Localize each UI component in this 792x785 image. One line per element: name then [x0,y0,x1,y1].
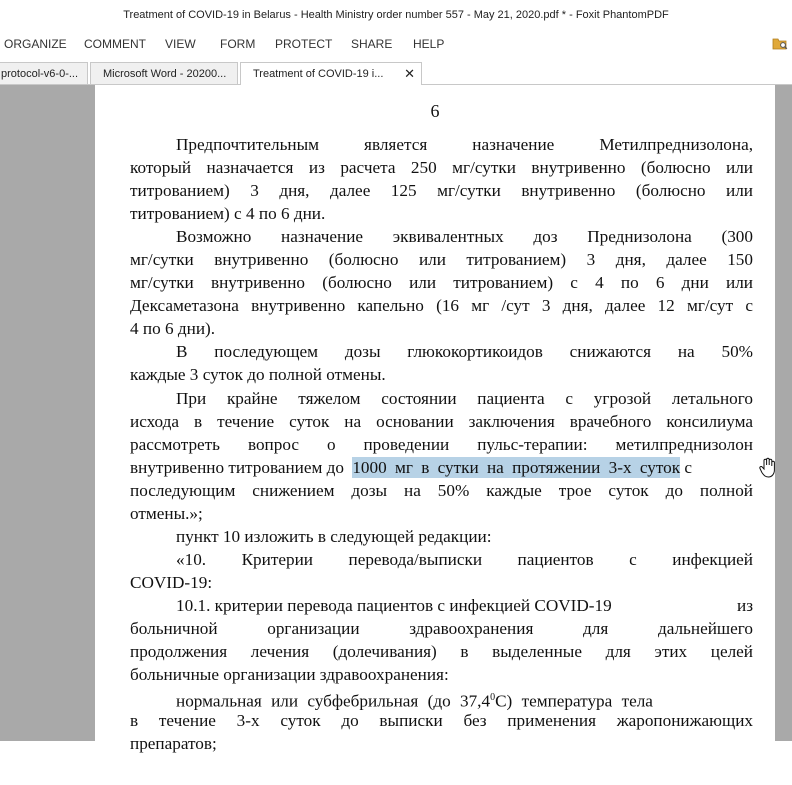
text-line: последующим снижением дозы на 50% каждые трое суток до полной [130,481,753,500]
menu-form[interactable]: FORM [220,37,256,51]
text-line: В последующем дозы глюкокортикоидов снижаются на 50% [176,342,753,361]
tab-treatment-covid[interactable] [240,62,422,85]
text-line [176,688,753,712]
tab-microsoft-word[interactable] [90,62,238,84]
page-number: 6 [430,101,440,121]
close-icon[interactable]: ✕ [404,66,415,81]
selected-text[interactable]: 1000 мг в сутки на протяжении 3-х суток [352,458,681,477]
text-line: каждые 3 суток до полной отмены. [130,365,386,384]
folder-search-icon[interactable] [772,35,788,51]
text-line: больничной организации здравоохранения для дальнейшего [130,619,753,638]
text-line: препаратов; [130,734,217,753]
pdf-page [95,85,775,785]
text-line: продолжения лечения (долечивания) в выделенные для этих целей [130,642,753,661]
text-line: отмены.»; [130,504,203,523]
text-segment: из [737,596,753,615]
text-line: мг/сутки внутривенно (болюсно или титрованием) с 4 по 6 дни или [130,273,753,292]
menu-help[interactable]: HELP [413,37,445,51]
text-line: Предпочтительным является назначение Метилпреднизолона, [176,135,753,154]
text-segment: с [684,458,692,477]
tab-protocol[interactable] [0,62,88,84]
text-line: титрованием) с 4 по 6 дни. [130,204,326,223]
document-tabs [0,58,792,85]
tab-label: Treatment of COVID-19 i... [253,68,384,80]
menu-share[interactable]: SHARE [351,37,393,51]
document-view[interactable] [0,85,792,753]
text-line: исхода в течение суток на основании заключения врачебного консилиума [130,412,753,431]
tab-label: protocol-v6-0-... [1,68,79,80]
text-line: Возможно назначение эквивалентных доз Преднизолона (300 [176,227,753,246]
text-line: 4 по 6 дни). [130,319,216,338]
text-line-with-selection[interactable] [130,458,753,478]
text-line: больничные организации здравоохранения: [130,665,449,684]
text-segment: внутривенно титрованием до [130,458,345,477]
text-line: пункт 10 изложить в следующей редакции: [176,527,492,546]
text-line [176,596,753,616]
text-line: «10. Критерии перевода/выписки пациентов с инфекцией [176,550,753,569]
text-line: При крайне тяжелом состоянии пациента с угрозой летального [176,389,753,408]
menu-protect[interactable]: PROTECT [275,37,333,51]
superscript: 0 [490,692,496,703]
text-line: титрованием) 3 дня, далее 125 мг/сутки внутривенно (болюсно или [130,181,753,200]
text-line: который назначается из расчета 250 мг/сутки внутривенно (болюсно или [130,158,753,177]
text-line: Дексаметазона внутривенно капельно (16 мг /сут 3 дня, далее 12 мг/сут с [130,296,753,315]
menu-organize[interactable]: ORGANIZE [4,37,67,51]
text-segment: 10.1. критерии перевода пациентов с инфекцией COVID-19 [176,596,612,615]
menu-view[interactable]: VIEW [165,37,196,51]
ribbon-menu [0,30,792,58]
text-line: рассмотреть вопрос о проведении пульс-терапии: метилпреднизолон [130,435,753,454]
text-line: в течение 3-х суток до выписки без применения жаропонижающих [130,711,753,730]
text-segment: нормальная или субфебрильная (до 37,4 [176,691,491,711]
window-title: Treatment of COVID-19 in Belarus - Health Ministry order number 557 - May 21, 2020.pdf * - Foxit PhantomPDF [0,0,792,30]
tab-label: Microsoft Word - 20200... [103,68,227,80]
text-line: мг/сутки внутривенно (болюсно или титрованием) 3 дня, далее 150 [130,250,753,269]
text-line: COVID-19: [130,573,213,592]
hand-cursor-icon [758,457,778,479]
menu-comment[interactable]: COMMENT [84,37,146,51]
text-segment: C) температура тела [495,691,653,711]
